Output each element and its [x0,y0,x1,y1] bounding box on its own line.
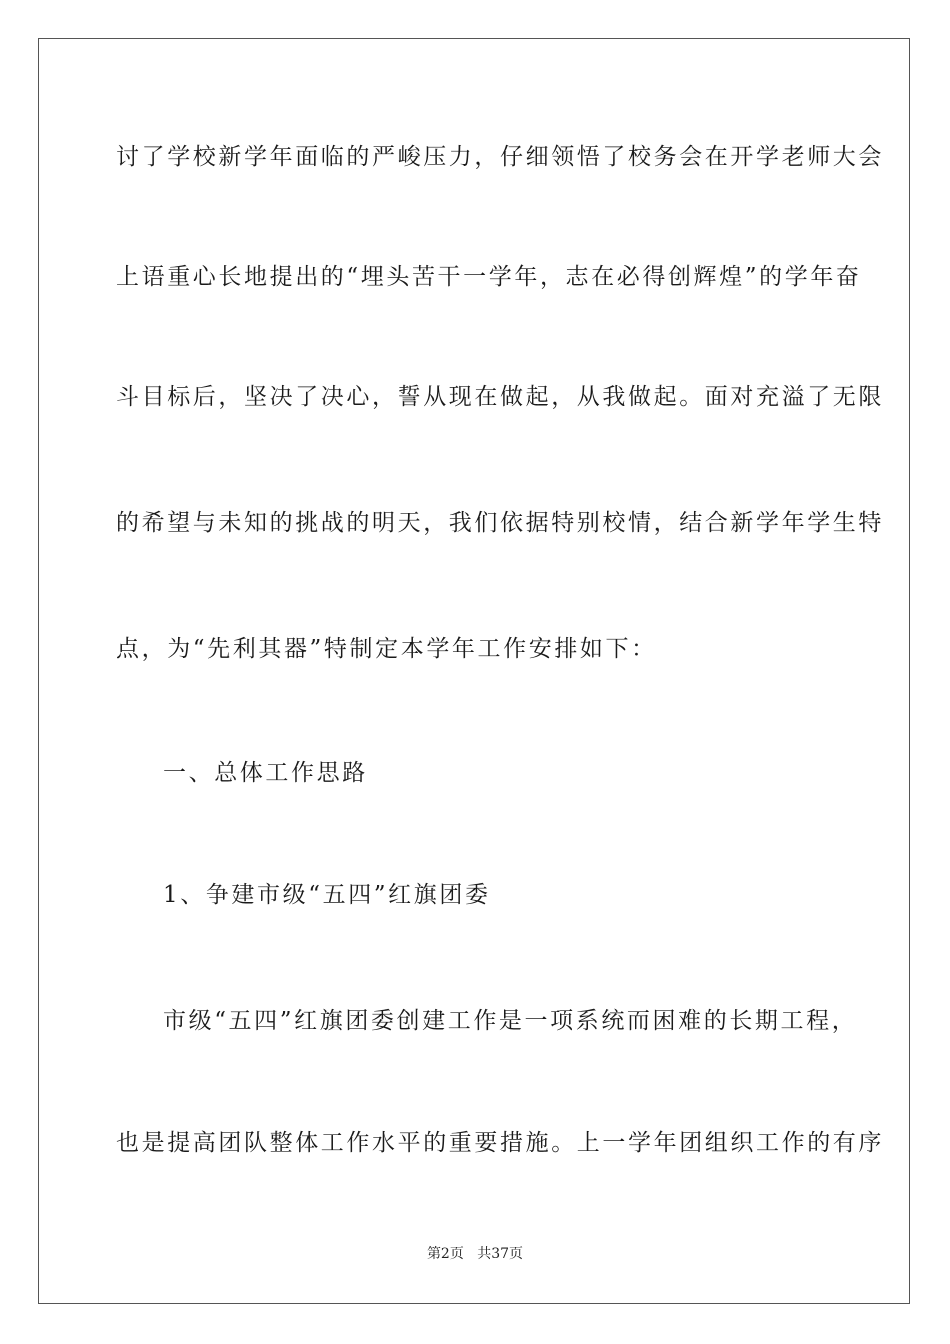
section-heading: 一、总体工作思路 [163,760,368,786]
page-total: 共37页 [477,1246,524,1262]
body-text-line: 点，为“先利其器”特制定本学年工作安排如下： [116,636,657,662]
paragraph-first-line: 市级“五四”红旗团委创建工作是一项系统而困难的长期工程， [163,1008,858,1034]
subsection-heading: 1、争建市级“五四”红旗团委 [163,882,491,908]
page-footer [0,1244,950,1264]
body-text-line: 上语重心长地提出的“埋头苦干一学年，志在必得创辉煌”的学年奋 [116,264,862,290]
body-text-line: 斗目标后，坚决了决心，誓从现在做起，从我做起。面对充溢了无限 [116,384,884,410]
page-number: 第2页 [426,1246,464,1262]
body-text-line: 讨了学校新学年面临的严峻压力，仔细领悟了校务会在开学老师大会 [116,144,884,170]
body-text-line: 也是提高团队整体工作水平的重要措施。上一学年团组织工作的有序 [116,1130,884,1156]
page-border [38,38,910,1304]
body-text-line: 的希望与未知的挑战的明天，我们依据特别校情，结合新学年学生特 [116,510,884,536]
